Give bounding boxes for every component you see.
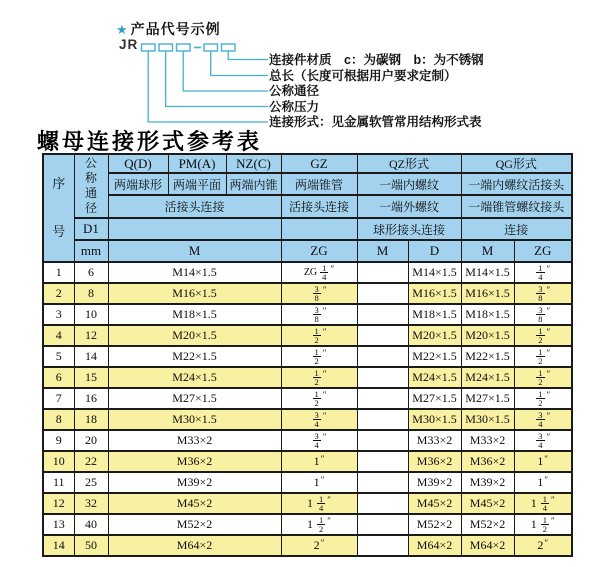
cell-qz-m xyxy=(357,472,408,493)
cell-gz: 2″ xyxy=(281,535,357,556)
cell-qz-d: M30×1.5 xyxy=(408,409,461,430)
cell-qg-zg: 1″ xyxy=(514,451,572,472)
header-unit-m2: M xyxy=(357,240,408,262)
cell-qg-m: M20×1.5 xyxy=(461,325,514,346)
code-label-diameter: 公称通径 xyxy=(269,84,320,98)
header-d1: D1 xyxy=(74,218,108,240)
cell-seq: 8 xyxy=(43,409,74,430)
cell-gz: ZG $\frac{1}{4}$ ″ xyxy=(281,262,357,283)
code-box-1 xyxy=(142,44,156,51)
header-unit-m1: M xyxy=(108,240,281,262)
cell-qz-d: M14×1.5 xyxy=(408,262,461,283)
cell-qz-d: M52×2 xyxy=(408,514,461,535)
connector-length xyxy=(211,51,268,76)
cell-seq: 11 xyxy=(43,472,74,493)
cell-qg-zg: $\frac{1}{2}$ ″ xyxy=(514,325,572,346)
col-group-qg: QG形式 xyxy=(461,154,572,173)
cell-seq: 6 xyxy=(43,367,74,388)
table-row xyxy=(43,304,572,325)
cell-qg-m: M33×2 xyxy=(461,430,514,451)
cell-dn: 6 xyxy=(74,262,108,283)
cell-qg-zg: $\frac{1}{4}$ ″ xyxy=(514,262,572,283)
cell-qg-zg: $\frac{3}{8}$ ″ xyxy=(514,304,572,325)
cell-dn: 22 xyxy=(74,451,108,472)
empty-cell xyxy=(281,218,357,240)
cell-seq: 14 xyxy=(43,535,74,556)
cell-qz-d: M33×2 xyxy=(408,430,461,451)
product-code-prefix: JR xyxy=(119,37,139,52)
col-header-dn xyxy=(74,154,108,218)
code-label-material: 连接件材质 c：为碳钢 b：为不锈钢 xyxy=(269,52,484,67)
cell-gz: 1 $\frac{1}{2}$ ″ xyxy=(281,514,357,535)
cell-dn: 10 xyxy=(74,304,108,325)
cell-m: M20×1.5 xyxy=(108,325,281,346)
cell-qz-m xyxy=(357,493,408,514)
cell-qz-d: M18×1.5 xyxy=(408,304,461,325)
cell-m: M39×2 xyxy=(108,472,281,493)
header-join-union: 活接头连接 xyxy=(108,195,281,218)
header-join-qz: 一端外螺纹 xyxy=(357,195,461,218)
cell-m: M30×1.5 xyxy=(108,409,281,430)
col-header-seq-text: 序号 xyxy=(52,176,66,239)
header-ends-nzc: 两端内锥 xyxy=(226,173,281,195)
code-box-5 xyxy=(222,44,236,51)
connector-material xyxy=(228,51,268,60)
table-row xyxy=(43,367,572,388)
table-row xyxy=(43,262,572,283)
cell-gz: 1 $\frac{1}{4}$ ″ xyxy=(281,493,357,514)
cell-qg-zg: 1 $\frac{1}{2}$ ″ xyxy=(514,514,572,535)
cell-gz: $\frac{1}{2}$ ″ xyxy=(281,325,357,346)
nut-connection-table-wrap xyxy=(42,153,573,557)
header-connect: 连接 xyxy=(461,218,572,240)
cell-qg-zg: $\frac{3}{4}$ ″ xyxy=(514,409,572,430)
cell-qg-zg: $\frac{3}{4}$ ″ xyxy=(514,430,572,451)
cell-gz: $\frac{3}{4}$ ″ xyxy=(281,409,357,430)
header-join-gz: 活接头连接 xyxy=(281,195,357,218)
cell-dn: 12 xyxy=(74,325,108,346)
cell-qg-m: M45×2 xyxy=(461,493,514,514)
table-row xyxy=(43,409,572,430)
table-row xyxy=(43,451,572,472)
header-ball-joint: 球形接头连接 xyxy=(357,218,461,240)
connector-diameter xyxy=(183,51,268,91)
cell-qz-m xyxy=(357,451,408,472)
cell-gz: 1″ xyxy=(281,472,357,493)
cell-seq: 13 xyxy=(43,514,74,535)
cell-seq: 9 xyxy=(43,430,74,451)
cell-qz-d: M16×1.5 xyxy=(408,283,461,304)
cell-qz-m xyxy=(357,535,408,556)
cell-qz-m xyxy=(357,409,408,430)
cell-qz-m xyxy=(357,283,408,304)
cell-qg-zg: 1 $\frac{1}{4}$ ″ xyxy=(514,493,572,514)
cell-m: M52×2 xyxy=(108,514,281,535)
code-connector-lines xyxy=(148,51,268,122)
cell-dn: 14 xyxy=(74,346,108,367)
cell-qg-m: M27×1.5 xyxy=(461,388,514,409)
table-row xyxy=(43,514,572,535)
cell-gz: $\frac{1}{2}$ ″ xyxy=(281,367,357,388)
cell-qg-m: M14×1.5 xyxy=(461,262,514,283)
col-group-qd: Q(D) xyxy=(108,154,168,173)
cell-gz: $\frac{3}{4}$ ″ xyxy=(281,430,357,451)
cell-gz: $\frac{3}{8}$ ″ xyxy=(281,283,357,304)
cell-seq: 10 xyxy=(43,451,74,472)
code-box-4 xyxy=(204,44,218,51)
cell-qg-m: M52×2 xyxy=(461,514,514,535)
code-boxes xyxy=(142,44,236,51)
cell-m: M36×2 xyxy=(108,451,281,472)
cell-qg-zg: $\frac{3}{8}$ ″ xyxy=(514,283,572,304)
table-row xyxy=(43,535,572,556)
col-group-qz: QZ形式 xyxy=(357,154,461,173)
cell-qz-m xyxy=(357,514,408,535)
cell-m: M27×1.5 xyxy=(108,388,281,409)
cell-m: M18×1.5 xyxy=(108,304,281,325)
code-label-length: 总长（长度可根据用户要求定制） xyxy=(269,68,457,83)
header-ends-pma: 两端平面 xyxy=(168,173,226,195)
cell-qz-m xyxy=(357,430,408,451)
cell-qg-m: M36×2 xyxy=(461,451,514,472)
table-row xyxy=(43,346,572,367)
table-row xyxy=(43,493,572,514)
cell-m: M33×2 xyxy=(108,430,281,451)
cell-dn: 50 xyxy=(74,535,108,556)
cell-seq: 12 xyxy=(43,493,74,514)
code-label-pressure: 公称压力 xyxy=(269,99,320,114)
cell-m: M24×1.5 xyxy=(108,367,281,388)
cell-qg-zg: $\frac{1}{2}$ ″ xyxy=(514,388,572,409)
cell-qz-d: M64×2 xyxy=(408,535,461,556)
nut-connection-table xyxy=(42,153,573,557)
cell-qz-d: M22×1.5 xyxy=(408,346,461,367)
header-ends-qz: 一端内螺纹 xyxy=(357,173,461,195)
col-header-dn-text: 公称通径 xyxy=(84,156,97,215)
cell-seq: 3 xyxy=(43,304,74,325)
cell-qz-m xyxy=(357,346,408,367)
header-mm: mm xyxy=(74,240,108,262)
cell-qz-m xyxy=(357,262,408,283)
cell-gz: $\frac{3}{8}$ ″ xyxy=(281,304,357,325)
header-unit-zg1: ZG xyxy=(281,240,357,262)
cell-qz-m xyxy=(357,367,408,388)
header-ends-gz: 两端锥管 xyxy=(281,173,357,195)
cell-qg-zg: 1″ xyxy=(514,472,572,493)
cell-dn: 32 xyxy=(74,493,108,514)
cell-m: M22×1.5 xyxy=(108,346,281,367)
cell-seq: 2 xyxy=(43,283,74,304)
cell-dn: 8 xyxy=(74,283,108,304)
cell-m: M45×2 xyxy=(108,493,281,514)
cell-qg-m: M18×1.5 xyxy=(461,304,514,325)
code-box-2 xyxy=(159,44,173,51)
product-code-heading-text: 产品代号示例 xyxy=(130,21,221,37)
cell-gz: $\frac{1}{2}$ ″ xyxy=(281,388,357,409)
product-code-heading xyxy=(116,19,221,39)
table-row xyxy=(43,283,572,304)
cell-qg-m: M64×2 xyxy=(461,535,514,556)
cell-gz: 1″ xyxy=(281,451,357,472)
col-header-seq xyxy=(43,154,74,262)
cell-dn: 15 xyxy=(74,367,108,388)
header-ends-qg: 一端内螺纹活接头 xyxy=(461,173,572,195)
cell-qz-d: M39×2 xyxy=(408,472,461,493)
cell-gz: $\frac{1}{2}$ ″ xyxy=(281,346,357,367)
empty-cell xyxy=(108,218,281,240)
cell-qz-d: M45×2 xyxy=(408,493,461,514)
cell-m: M14×1.5 xyxy=(108,262,281,283)
cell-qg-m: M16×1.5 xyxy=(461,283,514,304)
col-group-gz: GZ xyxy=(281,154,357,173)
table-row xyxy=(43,388,572,409)
cell-dn: 20 xyxy=(74,430,108,451)
cell-qz-d: M20×1.5 xyxy=(408,325,461,346)
col-group-pma: PM(A) xyxy=(168,154,226,173)
cell-qg-m: M24×1.5 xyxy=(461,367,514,388)
table-row xyxy=(43,472,572,493)
table-row xyxy=(43,325,572,346)
code-label-form: 连接形式：见金属软管常用结构形式表 xyxy=(269,115,482,129)
cell-qz-m xyxy=(357,325,408,346)
cell-seq: 4 xyxy=(43,325,74,346)
cell-seq: 5 xyxy=(43,346,74,367)
cell-dn: 25 xyxy=(74,472,108,493)
cell-qg-zg: $\frac{1}{2}$ ″ xyxy=(514,367,572,388)
cell-qg-m: M39×2 xyxy=(461,472,514,493)
cell-qg-zg: $\frac{1}{2}$ ″ xyxy=(514,346,572,367)
cell-qg-m: M30×1.5 xyxy=(461,409,514,430)
cell-qz-d: M36×2 xyxy=(408,451,461,472)
cell-dn: 18 xyxy=(74,409,108,430)
cell-m: M64×2 xyxy=(108,535,281,556)
table-title: 螺母连接形式参考表 xyxy=(37,129,263,154)
cell-qz-m xyxy=(357,388,408,409)
nut-table-body xyxy=(43,262,572,556)
cell-seq: 7 xyxy=(43,388,74,409)
cell-dn: 16 xyxy=(74,388,108,409)
header-join-qg: 一端锥管螺纹接头 xyxy=(461,195,572,218)
cell-qz-m xyxy=(357,304,408,325)
cell-dn: 40 xyxy=(74,514,108,535)
cell-m: M16×1.5 xyxy=(108,283,281,304)
header-unit-m3: M xyxy=(461,240,514,262)
cell-qg-zg: 2″ xyxy=(514,535,572,556)
cell-qz-d: M24×1.5 xyxy=(408,367,461,388)
col-group-nzc: NZ(C) xyxy=(226,154,281,173)
header-unit-zg2: ZG xyxy=(514,240,572,262)
header-ends-qd: 两端球形 xyxy=(108,173,168,195)
star-icon: ★ xyxy=(116,22,129,37)
cell-qg-m: M22×1.5 xyxy=(461,346,514,367)
header-unit-d: D xyxy=(408,240,461,262)
code-box-3 xyxy=(177,44,191,51)
cell-qz-d: M27×1.5 xyxy=(408,388,461,409)
table-row xyxy=(43,430,572,451)
cell-seq: 1 xyxy=(43,262,74,283)
